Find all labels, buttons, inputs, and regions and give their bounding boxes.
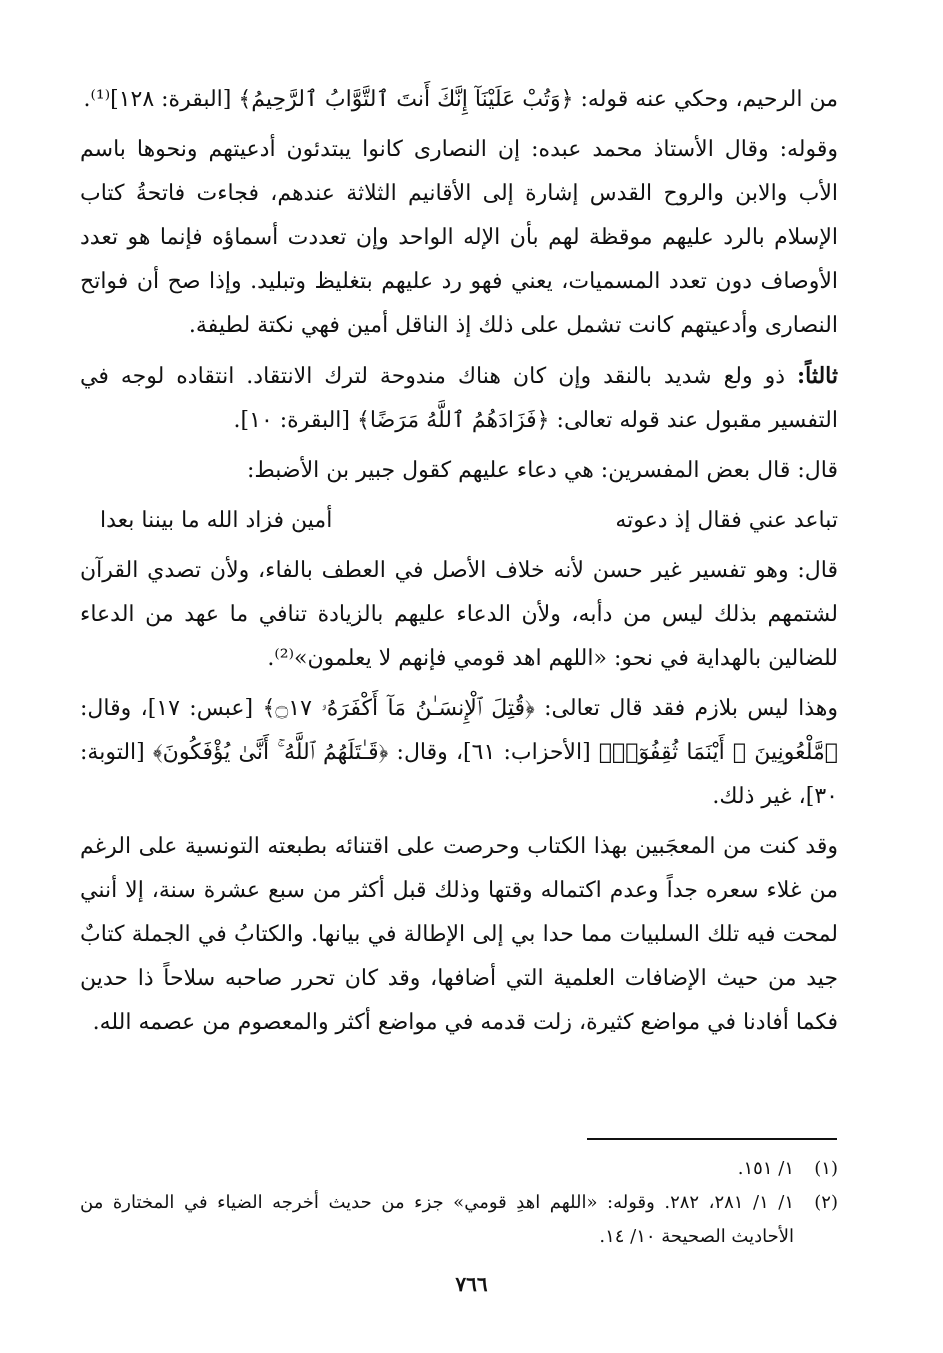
footnote-2 [80, 1186, 838, 1254]
page-number: ٧٦٦ [455, 1272, 488, 1296]
paragraph-5: وهذا ليس بلازم فقد قال تعالى: ﴿قُتِلَ ٱلْإِنسَـٰنُ مَآ أَكْفَرَهُۥ ۝١٧﴾ [عبس: ١٧]، وقال: ﴿مَّلْعُونِينَ ۖ أَيْنَمَا ثُقِفُوٓا۟﴾ [الأحزاب: ٦١]، وقال: ﴿قَـٰتَلَهُمُ ٱللَّهُ ۚ أَنَّىٰ يُؤْفَكُونَ﴾ [التوبة: ٣٠]، غير ذلك. [80, 696, 839, 809]
verse-first-hemistich: تباعد عني فقال إذ دعوته [615, 508, 838, 533]
verse-second-hemistich: أمين فزاد الله ما بيننا بعدا [100, 508, 333, 533]
footnote-1 [80, 1152, 838, 1186]
paragraph-3 [80, 354, 838, 443]
paragraph-1: من الرحيم، وحكي عنه قوله: ﴿وَتُبْ عَلَيْنَآ إِنَّكَ أَنتَ ٱلتَّوَّابُ ٱلرَّحِيمُ﴾ [البقرة: ١٢٨]⁽¹⁾. [83, 87, 838, 112]
paragraph-6: وقد كنت من المعجَبين بهذا الكتاب وحرصت على اقتنائه بطبعته التونسية على الرغم من غلاء سعره جداً وعدم اكتماله وقتها وذلك قبل أكثر من سبع عشرة سنة، إلا أنني لمحت فيه تلك السلبيات مما حدا بي إلى الإطالة في بيانها. والكتابُ في الجملة كتابٌ جيد من حيث الإضافات العلمية التي أضافها، وقد كان تحرر صاحبه سلاحاً ذا حدين فكما أفادنا في مواضع كثيرة، زلت قدمه في مواضع أكثر والمعصوم من عصمه الله. [80, 834, 838, 1035]
paragraph-4: قال: وهو تفسير غير حسن لأنه خلاف الأصل في العطف بالفاء، ولأن تصدي القرآن لشتمهم بذلك ليس من دأبه، ولأن الدعاء عليهم بالزيادة تنافي ما عهد من الدعاء للضالين بالهداية في نحو: «اللهم اهد قومي فإنهم لا يعلمون»⁽²⁾. [80, 558, 838, 671]
poetry-verse [80, 499, 838, 543]
paragraph-2: وقوله: وقال الأستاذ محمد عبده: إن النصارى كانوا يبتدئون أدعيتهم ونحوها باسم الأب والابن والروح القدس إشارة إلى الأقانيم الثلاثة عندهم، فجاءت فاتحةُ كتاب الإسلام بالرد عليهم موقظة لهم بأن الإله الواحد وإن تعددت أسماؤه فإنما هو تعدد الأوصاف دون تعدد المسميات، يعني فهو رد عليهم بتغليظ وتبليد. وإذا صح أن فواتح النصارى وأدعيتهم كانت تشمل على ذلك إذ الناقل أمين فهي نكتة لطيفة. [80, 137, 838, 338]
quote-intro: قال: قال بعض المفسرين: هي دعاء عليهم كقول جبير بن الأضبط: [246, 458, 838, 483]
footnote-number: (٢) [814, 1192, 838, 1213]
footnote-divider [587, 1138, 837, 1140]
footnote-number: (١) [814, 1158, 838, 1179]
footnote-text: ١/ ١٥١. [737, 1158, 794, 1179]
third-label: ثالثاً: [797, 363, 838, 389]
footnote-text: ١/ ١/ ٢٨١، ٢٨٢. وقوله: «اللهم اهدِ قومي» جزء من حديث أخرجه الضياء في المختارة من الأحاديث الصحيحة ١٠/ ١٤. [80, 1192, 795, 1247]
footnotes [80, 1152, 838, 1254]
main-text [80, 78, 838, 1051]
third-text: ذو ولع شديد بالنقد وإن كان هناك مندوحة لترك الانتقاد. انتقاده لوجه في التفسير مقبول عند قوله تعالى: ﴿فَزَادَهُمُ ٱللَّهُ مَرَضًا﴾ [البقرة: ١٠]. [80, 364, 838, 433]
